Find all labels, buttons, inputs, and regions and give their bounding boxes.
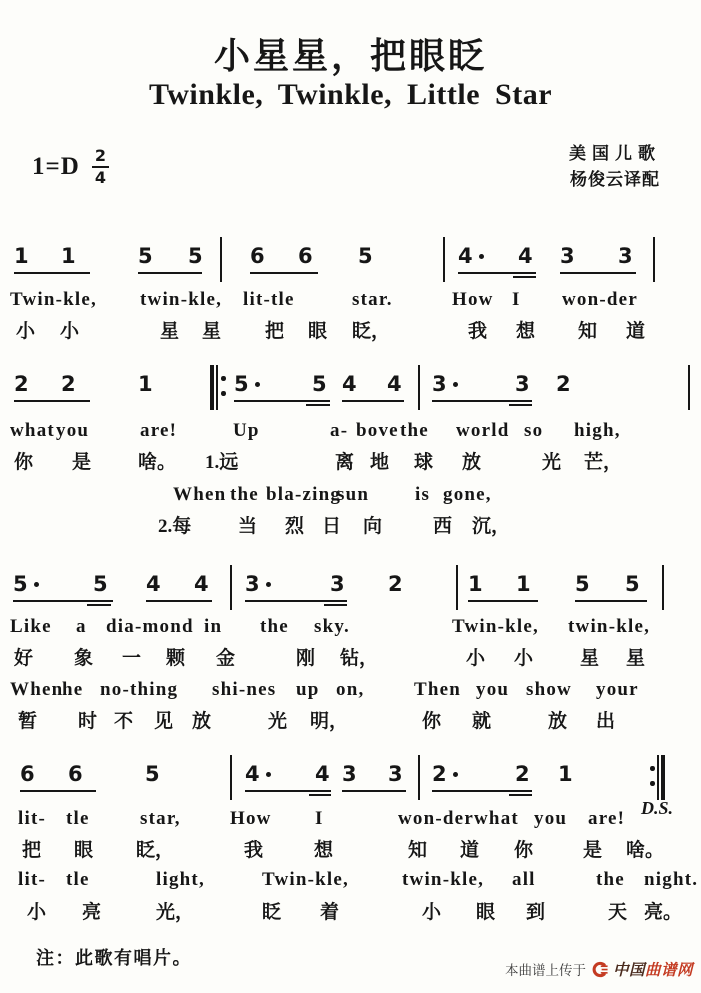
note-digit: 4 <box>146 572 161 596</box>
time-signature <box>92 148 109 186</box>
page-title-english: Twinkle, Twinkle, Little Star <box>148 78 553 111</box>
barline <box>230 755 232 800</box>
lyric-word: night. <box>644 869 699 890</box>
site-watermark <box>505 958 693 980</box>
lyric-word: 小 <box>466 648 486 669</box>
sixteenth-underline <box>509 794 532 796</box>
lyric-word: 眨， <box>352 321 391 342</box>
lyric-word: 金 <box>216 648 236 669</box>
lyric-word: you <box>56 420 90 441</box>
note-digit: 4 <box>245 762 260 786</box>
lyric-word: 我 <box>468 321 488 342</box>
lyric-word: 知 <box>578 321 598 342</box>
note-digit: 2 <box>556 372 571 396</box>
lyric-word: Twin-kle, <box>452 616 539 637</box>
eighth-underline <box>432 790 532 792</box>
page-title-chinese: 小星星，把眼眨 <box>213 36 487 76</box>
note-group <box>146 572 212 602</box>
lyric-word: 把 <box>265 321 285 342</box>
lyric-word: 想 <box>516 321 536 342</box>
note-digit: 4 <box>194 572 209 596</box>
lyric-word: 日 <box>322 516 342 537</box>
augmentation-dot-icon <box>266 772 271 777</box>
note-digit: 3 <box>245 572 260 596</box>
lyric-word: 你 <box>14 452 34 473</box>
eighth-underline <box>342 790 406 792</box>
repeat-dot <box>650 781 655 786</box>
lyric-word: 钻， <box>340 648 379 669</box>
note-digit: 5 <box>312 372 327 396</box>
lyric-word: Up <box>233 420 260 441</box>
lyric-word: 不 <box>114 711 134 732</box>
lyric-word: the <box>596 869 625 890</box>
lyric-word: lit- <box>18 869 47 890</box>
lyric-word: 球 <box>414 452 434 473</box>
note-digit: 3 <box>560 244 575 268</box>
note-group <box>14 244 90 274</box>
note-digit: 2 <box>61 372 76 396</box>
key-and-meter <box>32 148 109 186</box>
note-group <box>245 762 331 792</box>
lyric-word: a- <box>330 420 349 441</box>
lyric-word: what <box>474 808 519 829</box>
lyric-word: 啥。 <box>626 840 665 861</box>
lyric-word: you <box>534 808 568 829</box>
lyric-word: dia-mond <box>106 616 194 637</box>
lyric-row-en <box>0 808 701 834</box>
note-digit: 5 <box>188 244 203 268</box>
key-signature: 1=D <box>32 153 80 180</box>
note-digit: 1 <box>516 572 531 596</box>
note-group <box>432 372 532 402</box>
lyric-word: 是 <box>72 452 92 473</box>
lyric-word: 小 <box>60 321 80 342</box>
note-digit: 4 <box>387 372 402 396</box>
lyric-word: star. <box>352 289 393 310</box>
sixteenth-underline <box>309 794 331 796</box>
barline <box>456 565 458 610</box>
lyric-row-cn <box>0 447 701 473</box>
note-digit: 2 <box>388 572 403 596</box>
lyric-word: he <box>62 679 84 700</box>
lyric-word: 道 <box>626 321 646 342</box>
barline <box>688 365 690 410</box>
lyric-word: 小 <box>27 902 47 923</box>
note-digit: 1 <box>468 572 483 596</box>
note-group <box>468 572 538 602</box>
lyric-word: so <box>524 420 544 441</box>
lyric-word: 亮。 <box>644 902 683 923</box>
barline <box>230 565 232 610</box>
lyric-word: a <box>76 616 87 637</box>
lyric-word: gone, <box>443 484 492 505</box>
lyric-word: sky. <box>314 616 350 637</box>
lyric-word: 西 <box>433 516 453 537</box>
credit-source: 美国儿歌 <box>569 144 661 163</box>
lyric-word: 小 <box>514 648 534 669</box>
eighth-underline <box>13 600 113 602</box>
site-name <box>613 958 693 980</box>
lyric-word: are! <box>588 808 626 829</box>
site-name-prefix: 中国 <box>612 962 645 979</box>
lyric-row-cn <box>0 316 701 342</box>
lyric-word: what <box>10 420 55 441</box>
repeat-dot <box>650 766 655 771</box>
note-group <box>20 762 96 792</box>
note-digit: 3 <box>388 762 403 786</box>
lyric-word: Then <box>414 679 462 700</box>
lyric-word: up <box>296 679 320 700</box>
augmentation-dot-icon <box>479 254 484 259</box>
lyric-word: 放 <box>192 711 212 732</box>
lyric-word: 星 <box>580 648 600 669</box>
note-digit: 5 <box>138 244 153 268</box>
lyric-word: 光， <box>156 902 195 923</box>
note-group <box>458 244 536 274</box>
augmentation-dot-icon <box>34 582 39 587</box>
lyric-word: lit- <box>18 808 47 829</box>
lyric-word: light, <box>156 869 205 890</box>
note-digit: 5 <box>358 244 373 268</box>
lyric-row-cn <box>0 897 701 923</box>
note-group <box>432 762 532 792</box>
lyric-row-en <box>0 616 701 642</box>
augmentation-dot-icon <box>255 382 260 387</box>
sixteenth-underline <box>324 604 347 606</box>
lyric-word: world <box>456 420 510 441</box>
lyric-word: 星 <box>160 321 180 342</box>
lyric-word: tle <box>66 808 90 829</box>
lyric-word: 放 <box>462 452 482 473</box>
lyric-word: I <box>315 808 324 829</box>
repeat-thick-bar <box>661 755 665 800</box>
lyric-word: 把 <box>22 840 42 861</box>
lyric-word: Twin-kle, <box>10 289 97 310</box>
lyric-word: 眼 <box>74 840 94 861</box>
lyric-word: 你 <box>514 840 534 861</box>
note-group <box>342 372 404 402</box>
lyric-word: twin-kle, <box>402 869 485 890</box>
note-group <box>14 372 90 402</box>
note-digit: 6 <box>68 762 83 786</box>
note-group <box>234 372 330 402</box>
lyric-word: high, <box>574 420 621 441</box>
eighth-underline <box>234 400 330 402</box>
note-group <box>250 244 318 274</box>
lyric-word: 地 <box>370 452 390 473</box>
note-digit: 4 <box>518 244 533 268</box>
note-digit: 4 <box>315 762 330 786</box>
lyric-word: the <box>230 484 259 505</box>
lyric-word: lit-tle <box>243 289 295 310</box>
lyric-word: How <box>230 808 272 829</box>
lyric-word: on, <box>336 679 365 700</box>
note-digit: 1 <box>138 372 153 396</box>
lyric-word: 象 <box>74 648 94 669</box>
lyric-word: How <box>452 289 494 310</box>
lyric-word: 是 <box>583 840 603 861</box>
eighth-underline <box>146 600 212 602</box>
note-digit: 3 <box>432 372 447 396</box>
note-digit: 3 <box>342 762 357 786</box>
lyric-word: 你 <box>422 711 442 732</box>
lyric-word: in <box>204 616 223 637</box>
note-group <box>342 762 406 792</box>
repeat-end-sign <box>650 755 666 800</box>
note-digit: 5 <box>234 372 249 396</box>
lyric-word: 着 <box>320 902 340 923</box>
sixteenth-underline <box>509 404 532 406</box>
uploaded-by-text: 本曲谱上传于 <box>504 963 586 978</box>
lyric-word: 眼 <box>308 321 328 342</box>
note-digit: 5 <box>625 572 640 596</box>
eighth-underline <box>560 272 636 274</box>
barline <box>220 237 222 282</box>
sixteenth-underline <box>87 604 111 606</box>
lyric-word: 眨 <box>262 902 282 923</box>
note-group <box>560 244 636 274</box>
record-logo-icon <box>591 961 608 978</box>
lyric-word: bove <box>356 420 399 441</box>
augmentation-dot-icon <box>266 582 271 587</box>
repeat-dot <box>221 391 226 396</box>
lyric-word: 光 <box>542 452 562 473</box>
sixteenth-underline <box>513 276 536 278</box>
note-digit: 1 <box>14 244 29 268</box>
lyric-word: 时 <box>78 711 98 732</box>
note-group <box>138 244 202 274</box>
lyric-word: 放 <box>548 711 568 732</box>
lyric-word: shi-nes <box>212 679 277 700</box>
lyric-word: 1.远 <box>205 452 239 473</box>
augmentation-dot-icon <box>453 382 458 387</box>
lyric-word: is <box>415 484 431 505</box>
eighth-underline <box>138 272 202 274</box>
ds-marker: D.S. <box>641 798 674 818</box>
lyric-word: 颗 <box>166 648 186 669</box>
lyric-row-en <box>0 869 701 895</box>
lyric-word: no-thing <box>100 679 179 700</box>
note-digit: 5 <box>13 572 28 596</box>
barline <box>418 755 420 800</box>
time-signature-denominator: 4 <box>94 168 106 187</box>
note-group <box>575 572 647 602</box>
eighth-underline <box>468 600 538 602</box>
lyric-word: the <box>400 420 429 441</box>
lyric-word: twin-kle, <box>140 289 223 310</box>
lyric-word: Twin-kle, <box>262 869 349 890</box>
lyric-word: 就 <box>472 711 492 732</box>
lyric-word: 我 <box>244 840 264 861</box>
barline <box>418 365 420 410</box>
repeat-thin-bar <box>216 365 218 410</box>
note-digit: 1 <box>558 762 573 786</box>
note-digit: 3 <box>618 244 633 268</box>
lyric-word: 啥。 <box>138 452 177 473</box>
lyric-word: 想 <box>314 840 334 861</box>
lyric-word: Like <box>10 616 52 637</box>
lyric-word: sun <box>337 484 370 505</box>
note-digit: 3 <box>515 372 530 396</box>
eighth-underline <box>458 272 536 274</box>
repeat-thick-bar <box>210 365 214 410</box>
lyric-word: won-der <box>562 289 638 310</box>
lyric-word: you <box>476 679 510 700</box>
barline <box>443 237 445 282</box>
lyric-row-en <box>0 679 701 705</box>
lyric-word: are! <box>140 420 178 441</box>
lyric-word: show <box>526 679 572 700</box>
note-digit: 5 <box>93 572 108 596</box>
eighth-underline <box>250 272 318 274</box>
lyric-word: 出 <box>596 711 616 732</box>
lyric-word: the <box>260 616 289 637</box>
lyric-word: 亮 <box>82 902 102 923</box>
lyric-word: 暂 <box>18 711 38 732</box>
lyric-word: 道 <box>460 840 480 861</box>
lyric-word: 当 <box>238 516 258 537</box>
lyric-word: 刚 <box>296 648 316 669</box>
lyric-row-en <box>0 484 701 510</box>
lyric-word: 2.每 <box>158 516 192 537</box>
barline <box>662 565 664 610</box>
lyric-word: 眼 <box>476 902 496 923</box>
credit-translator: 杨俊云译配 <box>570 169 660 189</box>
lyric-word: 星 <box>202 321 222 342</box>
eighth-underline <box>245 600 347 602</box>
note-digit: 2 <box>432 762 447 786</box>
lyric-word: 好 <box>14 648 34 669</box>
lyric-word: your <box>596 679 639 700</box>
lyric-word: 光 <box>268 711 288 732</box>
eighth-underline <box>14 400 90 402</box>
lyric-word: 到 <box>526 902 546 923</box>
note-digit: 5 <box>575 572 590 596</box>
lyric-word: twin-kle, <box>568 616 651 637</box>
lyric-word: bla-zing <box>266 484 342 505</box>
repeat-dot <box>221 376 226 381</box>
lyric-word: 知 <box>408 840 428 861</box>
lyric-word: tle <box>66 869 90 890</box>
lyric-word: 小 <box>422 902 442 923</box>
lyric-row-cn <box>0 706 701 732</box>
lyric-word: 芒， <box>584 452 623 473</box>
lyric-word: 沉， <box>472 516 511 537</box>
lyric-row-cn <box>0 511 701 537</box>
note-digit: 4 <box>458 244 473 268</box>
note-digit: 2 <box>14 372 29 396</box>
eighth-underline <box>20 790 96 792</box>
lyric-word: I <box>512 289 521 310</box>
lyric-word: 烈 <box>285 516 305 537</box>
site-name-suffix: 曲谱网 <box>644 962 693 979</box>
eighth-underline <box>14 272 90 274</box>
note-digit: 3 <box>330 572 345 596</box>
lyric-word: star, <box>140 808 181 829</box>
lyric-word: 小 <box>16 321 36 342</box>
lyric-row-cn <box>0 643 701 669</box>
lyric-word: 天 <box>608 902 628 923</box>
barline <box>653 237 655 282</box>
lyric-word: 眨， <box>136 840 175 861</box>
repeat-begin-sign <box>210 365 226 410</box>
lyric-word: When <box>173 484 227 505</box>
lyric-word: 明， <box>310 711 349 732</box>
lyric-word: 离 <box>335 452 355 473</box>
lyric-row-cn <box>0 835 701 861</box>
eighth-underline <box>432 400 532 402</box>
lyric-word: 向 <box>363 516 383 537</box>
lyric-word: When <box>10 679 64 700</box>
footnote: 注：此歌有唱片。 <box>36 948 192 968</box>
lyric-word: 见 <box>154 711 174 732</box>
note-digit: 1 <box>61 244 76 268</box>
eighth-underline <box>575 600 647 602</box>
note-digit: 2 <box>515 762 530 786</box>
time-signature-numerator: 2 <box>92 148 109 168</box>
note-group <box>13 572 113 602</box>
note-group <box>245 572 347 602</box>
lyric-word: won-der <box>398 808 474 829</box>
sixteenth-underline <box>306 404 330 406</box>
eighth-underline <box>245 790 331 792</box>
lyric-row-en <box>0 289 701 315</box>
lyric-row-en <box>0 420 701 446</box>
lyric-word: all <box>512 869 536 890</box>
lyric-word: 一 <box>122 648 142 669</box>
augmentation-dot-icon <box>453 772 458 777</box>
repeat-thin-bar <box>657 755 659 800</box>
lyric-word: 星 <box>626 648 646 669</box>
note-digit: 5 <box>145 762 160 786</box>
credits <box>569 141 661 192</box>
note-digit: 4 <box>342 372 357 396</box>
note-digit: 6 <box>298 244 313 268</box>
eighth-underline <box>342 400 404 402</box>
note-digit: 6 <box>250 244 265 268</box>
note-digit: 6 <box>20 762 35 786</box>
